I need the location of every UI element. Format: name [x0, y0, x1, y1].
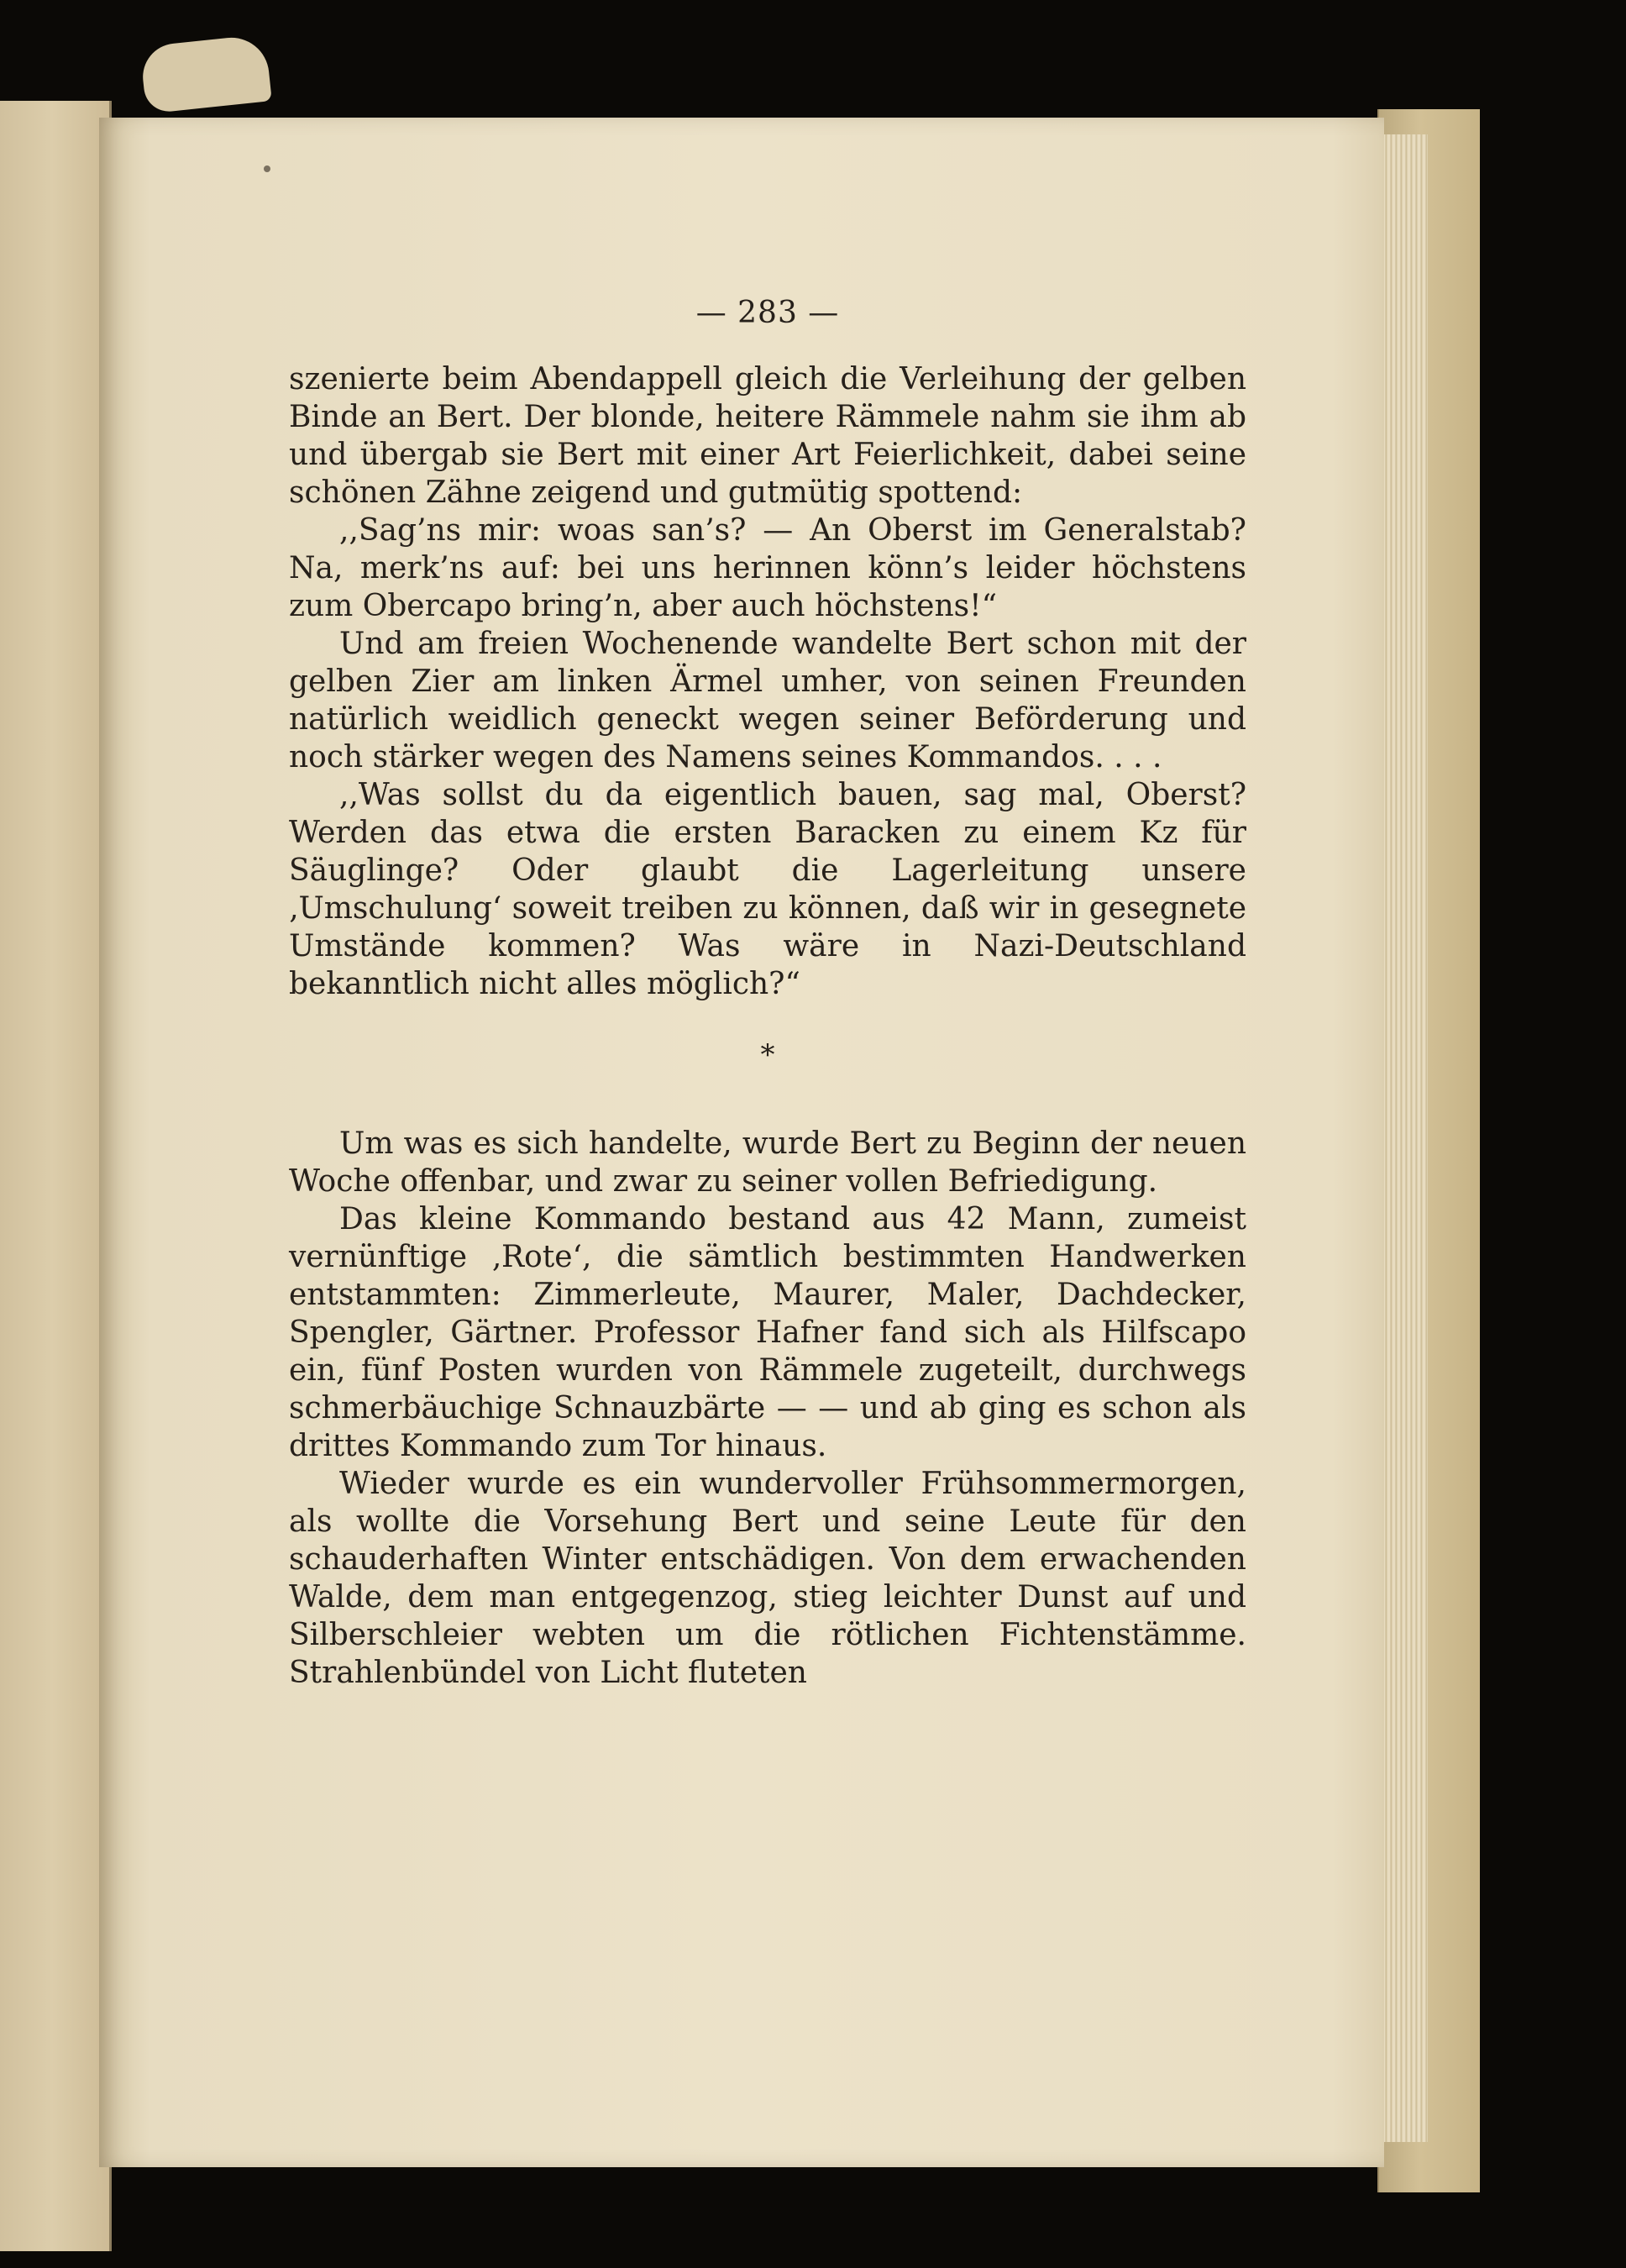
paragraph: ,,Sag’ns mir: woas san’s? — An Oberst im Generalstab? Na, merk’ns auf: bei uns herinnen könn’s leider höchstens zum Obercapo bring’n, aber auch höchstens!“	[289, 513, 1246, 623]
paper-speck	[264, 165, 270, 172]
paragraph: Um was es sich handelte, wurde Bert zu Beginn der neuen Woche offenbar, und zwar zu seiner vollen Befriedigung.	[289, 1126, 1246, 1199]
section-separator: *	[760, 1038, 775, 1072]
paragraph: Das kleine Kommando bestand aus 42 Mann, zumeist vernünftige ‚Rote‘, die sämtlich bestimmten Handwerken entstammten: Zimmerleute, Maurer, Maler, Dachdecker, Spengler, Gärtner. Professor Hafner fand sich als Hilfscapo ein, fünf Posten wurden von Rämmele zugeteilt, durchwegs schmerbäuchige Schnauzbärte — — und ab ging es schon als drittes Kommando zum Tor hinaus.	[289, 1202, 1246, 1463]
paragraph: Wieder wurde es ein wundervoller Frühsommermorgen, als wollte die Vorsehung Bert und seine Leute für den schauderhaften Winter entschädigen. Von dem erwachenden Walde, dem man entgegenzog, stieg leichter Dunst auf und Silberschleier webten um die rötlichen Fichtenstämme. Strahlenbündel von Licht fluteten	[289, 1467, 1246, 1690]
page-corner-scrap	[139, 34, 272, 113]
page-text	[289, 294, 1246, 1692]
previous-page-edge	[0, 101, 112, 2251]
paragraph: ,,Was sollst du da eigentlich bauen, sag mal, Oberst? Werden das etwa die ersten Baracken zu einem Kz für Säuglinge? Oder glaubt die Lagerleitung unsere ‚Umschulung‘ soweit treiben zu können, daß wir in gesegnete Umstände kommen? Was wäre in Nazi-Deutschland bekanntlich nicht alles möglich?“	[289, 778, 1246, 1001]
page-number: — 283 —	[695, 296, 840, 330]
book-page	[99, 118, 1384, 2167]
paragraph: szenierte beim Abendappell gleich die Verleihung der gelben Binde an Bert. Der blonde, heitere Rämmele nahm sie ihm ab und übergab sie Bert mit einer Art Feierlichkeit, dabei seine schönen Zähne zeigend und gutmütig spottend:	[289, 362, 1246, 510]
page-stack-edge	[1377, 134, 1428, 2142]
paragraph: Und am freien Wochenende wandelte Bert schon mit der gelben Zier am linken Ärmel umher, von seinen Freunden natürlich weidlich geneckt wegen seiner Beförderung und noch stärker wegen des Namens seines Kommandos. . . .	[289, 627, 1246, 774]
